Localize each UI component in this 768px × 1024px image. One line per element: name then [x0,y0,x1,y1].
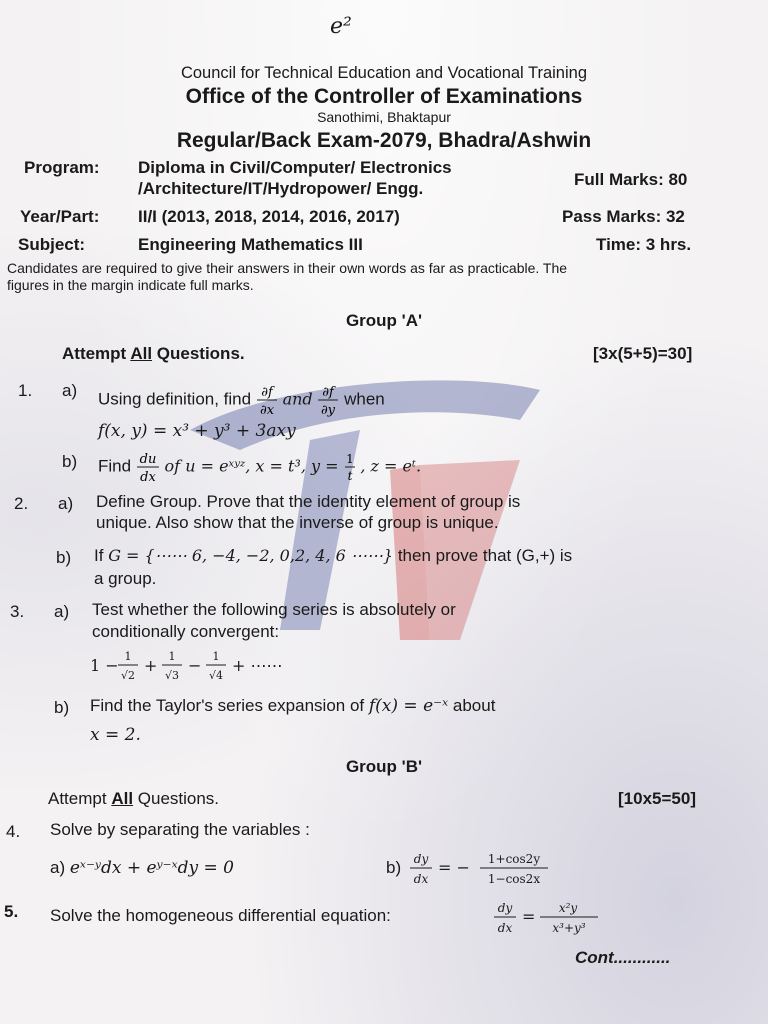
svg-text:=: = [522,907,536,926]
svg-text:1: 1 [212,650,220,663]
handwritten-note: e² [330,14,352,39]
q1a-text: Using definition, find ∂f ∂x and ∂f ∂y when [98,385,385,417]
svg-text:+ ⋯⋯: + ⋯⋯ [232,656,283,675]
svg-text:∂y: ∂y [321,403,336,417]
instructions-line1: Candidates are required to give their answers in their own words as far as practicable. The [7,260,568,276]
group-b-attempt: Attempt All Questions. [48,789,220,808]
svg-text:1+cos2y: 1+cos2y [487,852,541,866]
year-part-label: Year/Part: [20,207,100,226]
program-label: Program: [24,158,100,177]
q5-text: Solve the homogeneous differential equation: [50,906,391,925]
q2b-line2: a group. [94,569,157,588]
q4-text: Solve by separating the variables : [50,820,310,839]
exam-title: Regular/Back Exam-2079, Bhadra/Ashwin [176,129,592,152]
subject-value: Engineering Mathematics III [138,235,363,254]
office-location: Sanothimi, Bhaktapur [317,109,451,125]
q5-number: 5. [4,902,19,921]
svg-text:dy: dy [413,852,429,866]
q3a-series [88,647,318,685]
group-b-title: Group 'B' [345,757,423,776]
svg-text:1: 1 [345,452,354,466]
q2b-label: b) [56,548,72,567]
svg-text:1: 1 [168,650,176,663]
group-a-attempt: Attempt All Questions. [62,344,245,363]
svg-text:−: − [188,656,202,675]
q1b-label: b) [62,452,78,471]
q1a-partial-fy [317,383,339,417]
q3b-text: Find the Taylor's series expansion of f(x) = e⁻ˣ about [90,696,496,716]
svg-text:= −: = − [438,858,470,877]
group-b-marks: [10x5=50] [618,789,696,808]
svg-text:t: t [347,469,353,483]
continued-note: Cont............ [575,948,671,967]
q1b-fraction [344,450,356,484]
svg-text:1 −: 1 − [90,656,119,675]
svg-text:+: + [144,656,158,675]
group-a-marks: [3x(5+5)=30] [593,344,693,363]
subject-label: Subject: [18,235,86,254]
q4-number: 4. [6,822,21,841]
svg-text:x³+y³: x³+y³ [552,921,586,935]
svg-text:du: du [139,452,157,467]
svg-text:√4: √4 [208,669,224,682]
q4b-equation [408,849,553,889]
time-allowed: Time: 3 hrs. [596,235,692,254]
office-name: Office of the Controller of Examinations [185,85,583,108]
program-line1: Diploma in Civil/Computer/ Electronics [138,158,452,177]
svg-text:√2: √2 [120,669,136,682]
svg-text:∂x: ∂x [259,403,274,417]
full-marks: Full Marks: 80 [574,170,688,189]
svg-text:1: 1 [124,650,132,663]
q3a-line2: conditionally convergent: [92,622,280,641]
group-a-title: Group 'A' [345,311,423,330]
q3a-line1: Test whether the following series is absolutely or [92,600,456,619]
svg-text:dx: dx [413,872,429,886]
q1a-formula: f(x, y) = x³ + y³ + 3axy [98,421,296,441]
instructions-line2: figures in the margin indicate full marks. [7,277,254,293]
svg-text:dy: dy [497,901,513,915]
q1b-text: Find du dx of u = eˣʸᶻ, x = t³, y = 1 t , z = eᵗ. [98,452,422,484]
svg-text:∂f: ∂f [261,385,273,400]
q2a-line1: Define Group. Prove that the identity element of group is [96,492,521,511]
q4b-label: b) [386,858,402,877]
q2b-text: If G = {⋯⋯ 6, −4, −2, 0,2, 4, 6 ⋯⋯} then prove that (G,+) is [94,546,573,565]
q3a-label: a) [54,602,70,621]
q1b-derivative [136,450,160,484]
q3b-line2: x = 2. [90,725,141,745]
year-part-value: II/I (2013, 2018, 2014, 2016, 2017) [138,207,400,226]
q3-number: 3. [10,602,25,621]
q2-number: 2. [14,494,29,513]
svg-text:√3: √3 [164,669,180,682]
q1a-label: a) [62,381,78,400]
pass-marks: Pass Marks: 32 [562,207,685,226]
svg-text:x²y: x²y [558,901,578,915]
q4a-text: a) eˣ⁻ʸdx + eʸ⁻ˣdy = 0 [50,858,234,878]
program-line2: /Architecture/IT/Hydropower/ Engg. [138,179,424,198]
q2a-line2: unique. Also show that the inverse of group is unique. [96,513,499,532]
q5-equation [492,898,607,938]
svg-text:1−cos2x: 1−cos2x [487,872,541,886]
svg-text:dx: dx [497,921,513,935]
q1-number: 1. [18,381,33,400]
q3b-label: b) [54,698,70,717]
council-name: Council for Technical Education and Vocational Training [180,64,588,82]
svg-text:∂f: ∂f [322,385,335,400]
q2a-label: a) [58,494,74,513]
svg-text:dx: dx [139,470,156,484]
q1a-partial-fx [256,383,278,417]
